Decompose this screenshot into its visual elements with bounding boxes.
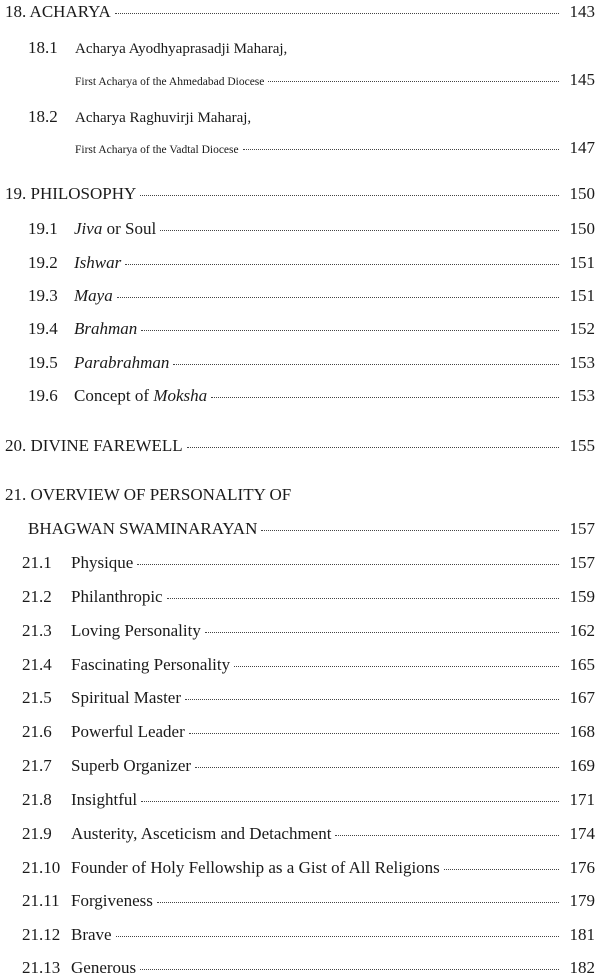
entry-number: 21.10 — [22, 858, 61, 877]
toc-entry-19-6[interactable] — [28, 386, 595, 406]
leader-dots — [116, 936, 559, 937]
entry-number: 21.5 — [22, 688, 52, 707]
page-number: 162 — [569, 621, 595, 640]
page-number: 159 — [569, 587, 595, 606]
page-number: 152 — [569, 319, 595, 338]
entry-title: Concept of Moksha — [74, 386, 208, 405]
toc-entry-21-5[interactable] — [22, 688, 595, 708]
entry-title: Jiva or Soul — [74, 219, 157, 238]
entry-title: Superb Organizer — [71, 756, 192, 775]
entry-subtitle: First Acharya of the Ahmedabad Diocese — [75, 76, 265, 88]
toc-entry-21-1[interactable] — [22, 553, 595, 573]
entry-title: Physique — [71, 553, 134, 572]
entry-number: 19.4 — [28, 319, 58, 338]
entry-number: 19.6 — [28, 386, 58, 405]
toc-entry-21-8[interactable] — [22, 790, 595, 810]
toc-entry-18-2-line2[interactable] — [75, 138, 595, 158]
toc-entry-21-13[interactable] — [22, 958, 595, 978]
entry-number: 19.2 — [28, 253, 58, 272]
toc-entry-chapter-21[interactable] — [5, 485, 595, 505]
leader-dots — [234, 666, 559, 667]
toc-entry-21-2[interactable] — [22, 587, 595, 607]
entry-number: 21.4 — [22, 655, 52, 674]
entry-title: Spiritual Master — [71, 688, 182, 707]
leader-dots — [185, 699, 559, 700]
toc-entry-chapter-20[interactable] — [5, 436, 595, 456]
entry-number: 21.12 — [22, 925, 61, 944]
page-number: 153 — [569, 386, 595, 405]
toc-entry-chapter-18[interactable] — [5, 2, 595, 22]
entry-title: Austerity, Asceticism and Detachment — [71, 824, 332, 843]
page-number: 153 — [569, 353, 595, 372]
entry-title: Fascinating Personality — [71, 655, 231, 674]
toc-entry-21-7[interactable] — [22, 756, 595, 776]
entry-title: Maya — [74, 286, 113, 305]
toc-entry-19-2[interactable] — [28, 253, 595, 273]
page-number: 176 — [569, 858, 595, 877]
leader-dots — [117, 297, 559, 298]
entry-title: Forgiveness — [71, 891, 153, 910]
page-number: 169 — [569, 756, 595, 775]
page-number: 179 — [569, 891, 595, 910]
toc-entry-21-12[interactable] — [22, 925, 595, 945]
entry-number: 21.2 — [22, 587, 52, 606]
toc-entry-18-1-line2[interactable] — [75, 70, 595, 90]
entry-title-continued: BHAGWAN SWAMINARAYAN — [28, 519, 258, 538]
entry-title: Generous — [71, 958, 137, 977]
leader-dots — [141, 801, 559, 802]
entry-title: Acharya Raghuvirji Maharaj, — [75, 110, 252, 126]
leader-dots — [115, 13, 559, 14]
entry-number: 21.8 — [22, 790, 52, 809]
page-number: 155 — [569, 436, 595, 455]
page-number: 171 — [569, 790, 595, 809]
entry-number: 21.11 — [22, 891, 60, 910]
entry-title: Philanthropic — [71, 587, 163, 606]
leader-dots — [173, 364, 559, 365]
page-number: 150 — [569, 219, 595, 238]
leader-dots — [167, 598, 559, 599]
page-number: 181 — [569, 925, 595, 944]
leader-dots — [189, 733, 559, 734]
entry-number: 19.3 — [28, 286, 58, 305]
leader-dots — [160, 230, 559, 231]
toc-entry-chapter-21-line2[interactable] — [28, 519, 595, 539]
entry-title: Founder of Holy Fellowship as a Gist of All Religions — [71, 858, 440, 877]
entry-number: 19.5 — [28, 353, 58, 372]
entry-number: 21.6 — [22, 722, 52, 741]
entry-number: 18.2 — [28, 107, 58, 126]
leader-dots — [125, 264, 559, 265]
entry-title: Brave — [71, 925, 112, 944]
toc-entry-19-5[interactable] — [28, 353, 595, 373]
entry-subtitle: First Acharya of the Vadtal Diocese — [75, 144, 239, 156]
leader-dots — [137, 564, 559, 565]
leader-dots — [140, 969, 559, 970]
leader-dots — [140, 195, 559, 196]
toc-entry-18-1[interactable] — [28, 38, 595, 58]
entry-title: Parabrahman — [74, 353, 170, 372]
page-number: 145 — [569, 70, 595, 89]
leader-dots — [141, 330, 559, 331]
entry-title: 21. OVERVIEW OF PERSONALITY OF — [5, 485, 292, 504]
leader-dots — [211, 397, 559, 398]
page-number: 174 — [569, 824, 595, 843]
leader-dots — [335, 835, 559, 836]
leader-dots — [205, 632, 559, 633]
toc-entry-19-1[interactable] — [28, 219, 595, 239]
page-number: 143 — [569, 2, 595, 21]
entry-title: Insightful — [71, 790, 138, 809]
leader-dots — [157, 902, 559, 903]
entry-number: 21.9 — [22, 824, 52, 843]
entry-number: 21.13 — [22, 958, 61, 977]
entry-title: 20. DIVINE FAREWELL — [5, 436, 183, 455]
page-number: 151 — [569, 253, 595, 272]
toc-entry-21-3[interactable] — [22, 621, 595, 641]
page-number: 167 — [569, 688, 595, 707]
toc-entry-18-2[interactable] — [28, 107, 595, 127]
entry-title: Brahman — [74, 319, 138, 338]
page-number: 147 — [569, 138, 595, 157]
page-number: 182 — [569, 958, 595, 977]
toc-entry-21-4[interactable] — [22, 655, 595, 675]
leader-dots — [243, 149, 559, 150]
toc-entry-21-6[interactable] — [22, 722, 595, 742]
entry-title: Acharya Ayodhyaprasadji Maharaj, — [75, 41, 288, 57]
toc-entry-chapter-19[interactable] — [5, 184, 595, 204]
entry-number: 21.3 — [22, 621, 52, 640]
leader-dots — [195, 767, 559, 768]
page-number: 151 — [569, 286, 595, 305]
page-number: 168 — [569, 722, 595, 741]
entry-title: Powerful Leader — [71, 722, 185, 741]
entry-title: Loving Personality — [71, 621, 201, 640]
entry-number: 18.1 — [28, 38, 58, 57]
page-number: 150 — [569, 184, 595, 203]
toc-entry-21-10[interactable] — [22, 858, 595, 878]
toc-entry-21-11[interactable] — [22, 891, 595, 911]
leader-dots — [268, 81, 559, 82]
leader-dots — [261, 530, 559, 531]
page-number: 165 — [569, 655, 595, 674]
entry-number: 21.1 — [22, 553, 52, 572]
entry-number: 19.1 — [28, 219, 58, 238]
page-number: 157 — [569, 519, 595, 538]
entry-title: 18. ACHARYA — [5, 2, 111, 21]
page-number: 157 — [569, 553, 595, 572]
toc-entry-19-4[interactable] — [28, 319, 595, 339]
entry-number: 21.7 — [22, 756, 52, 775]
toc-entry-19-3[interactable] — [28, 286, 595, 306]
toc-entry-21-9[interactable] — [22, 824, 595, 844]
leader-dots — [444, 869, 559, 870]
leader-dots — [187, 447, 559, 448]
entry-title: Ishwar — [74, 253, 122, 272]
entry-title: 19. PHILOSOPHY — [5, 184, 137, 203]
